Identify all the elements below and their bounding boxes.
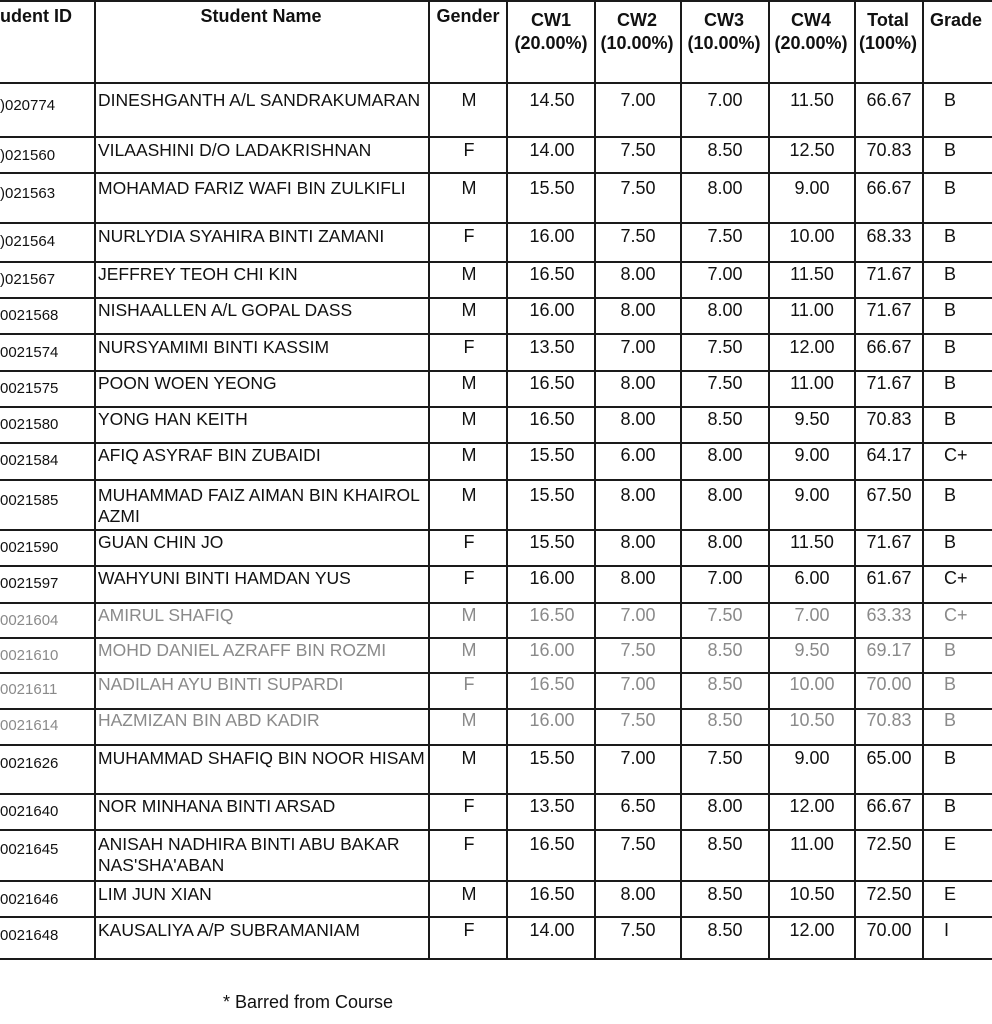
cell-grade: B xyxy=(944,796,957,816)
cell-total: 71.67 xyxy=(866,264,912,284)
cell-cw2: 6.00 xyxy=(620,445,656,465)
cell-total: 70.00 xyxy=(866,920,912,940)
cell-id: 0021646 xyxy=(0,891,59,908)
row-divider xyxy=(0,880,992,882)
cell-grade: C+ xyxy=(944,605,968,625)
cell-cw2: 8.00 xyxy=(620,532,656,552)
cell-cw2: 7.00 xyxy=(620,605,656,625)
cell-gender: M xyxy=(461,445,477,465)
cell-cw2: 7.50 xyxy=(620,226,656,246)
cell-total: 72.50 xyxy=(866,884,912,904)
cell-cw2: 7.50 xyxy=(620,834,656,854)
header-student-name: Student Name xyxy=(200,6,322,26)
cell-cw1: 16.50 xyxy=(529,264,575,284)
cell-grade: B xyxy=(944,90,957,110)
cell-name: JEFFREY TEOH CHI KIN xyxy=(98,264,298,284)
row-divider xyxy=(0,370,992,372)
row-divider xyxy=(0,958,992,960)
cell-grade: B xyxy=(944,532,957,552)
cell-name: MUHAMMAD FAIZ AIMAN BIN KHAIROL AZMI xyxy=(98,485,420,526)
cell-grade: E xyxy=(944,884,957,904)
row-divider xyxy=(0,602,992,604)
cell-total: 72.50 xyxy=(866,834,912,854)
cell-cw1: 13.50 xyxy=(529,337,575,357)
cell-id: )021564 xyxy=(0,233,56,250)
cell-cw2: 7.50 xyxy=(620,710,656,730)
cell-cw3: 8.50 xyxy=(707,140,743,160)
cell-grade: B xyxy=(944,300,957,320)
cell-grade: I xyxy=(944,920,950,940)
cell-cw1: 16.00 xyxy=(529,710,575,730)
cell-cw3: 8.00 xyxy=(707,796,743,816)
cell-grade: E xyxy=(944,834,957,854)
cell-cw4: 11.00 xyxy=(790,300,834,320)
cell-cw2: 8.00 xyxy=(620,568,656,588)
cell-cw1: 16.50 xyxy=(529,373,575,393)
cell-name: WAHYUNI BINTI HAMDAN YUS xyxy=(98,568,351,588)
row-divider xyxy=(0,333,992,335)
cell-name: NURLYDIA SYAHIRA BINTI ZAMANI xyxy=(98,226,385,246)
cell-gender: M xyxy=(461,90,477,110)
cell-gender: F xyxy=(463,834,475,854)
cell-cw1: 14.00 xyxy=(529,920,575,940)
row-divider xyxy=(0,529,992,531)
cell-total: 63.33 xyxy=(866,605,912,625)
cell-id: 0021626 xyxy=(0,755,59,772)
cell-cw1: 15.50 xyxy=(529,485,575,505)
cell-cw4: 10.50 xyxy=(789,710,835,730)
cell-cw3: 7.50 xyxy=(707,605,743,625)
cell-cw1: 16.50 xyxy=(529,605,575,625)
header-student-id: udent ID xyxy=(0,6,72,26)
column-divider xyxy=(428,0,430,958)
cell-id: 0021590 xyxy=(0,539,59,556)
cell-gender: M xyxy=(461,409,477,429)
cell-cw2: 8.00 xyxy=(620,409,656,429)
cell-gender: F xyxy=(463,796,475,816)
cell-cw3: 7.00 xyxy=(707,90,743,110)
cell-cw2: 8.00 xyxy=(620,373,656,393)
cell-cw4: 10.00 xyxy=(789,674,835,694)
cell-cw4: 9.50 xyxy=(794,409,830,429)
cell-total: 71.67 xyxy=(866,532,912,552)
cell-total: 70.83 xyxy=(866,710,912,730)
cell-cw2: 8.00 xyxy=(620,300,656,320)
cell-id: 0021575 xyxy=(0,380,59,397)
header-cw2-label: CW2 xyxy=(617,10,657,30)
cell-cw3: 8.00 xyxy=(707,300,743,320)
cell-cw1: 16.00 xyxy=(529,226,575,246)
cell-cw4: 11.50 xyxy=(790,264,834,284)
column-divider xyxy=(922,0,924,958)
cell-cw1: 16.50 xyxy=(529,884,575,904)
row-divider xyxy=(0,442,992,444)
row-divider xyxy=(0,261,992,263)
cell-gender: M xyxy=(461,373,477,393)
cell-cw3: 7.50 xyxy=(707,748,743,768)
cell-grade: B xyxy=(944,710,957,730)
cell-cw3: 7.00 xyxy=(707,264,743,284)
cell-grade: B xyxy=(944,640,957,660)
cell-cw4: 12.00 xyxy=(789,337,835,357)
cell-gender: M xyxy=(461,178,477,198)
cell-cw4: 7.00 xyxy=(794,605,830,625)
cell-cw1: 16.00 xyxy=(529,568,575,588)
cell-total: 70.00 xyxy=(866,674,912,694)
cell-id: 0021648 xyxy=(0,927,59,944)
header-cw4-label: CW4 xyxy=(791,10,831,30)
cell-id: 0021611 xyxy=(0,681,58,698)
table-top-border xyxy=(0,0,992,2)
cell-total: 65.00 xyxy=(866,748,912,768)
cell-cw4: 11.50 xyxy=(790,90,834,110)
cell-cw3: 8.50 xyxy=(707,920,743,940)
cell-gender: F xyxy=(463,140,475,160)
cell-cw3: 8.00 xyxy=(707,485,743,505)
cell-total: 71.67 xyxy=(866,373,912,393)
cell-total: 66.67 xyxy=(866,796,912,816)
cell-gender: M xyxy=(461,605,477,625)
cell-total: 68.33 xyxy=(866,226,912,246)
cell-id: 0021584 xyxy=(0,452,59,469)
cell-total: 70.83 xyxy=(866,409,912,429)
cell-grade: B xyxy=(944,178,957,198)
row-divider xyxy=(0,744,992,746)
cell-cw3: 8.00 xyxy=(707,445,743,465)
cell-cw4: 12.50 xyxy=(789,140,835,160)
row-divider xyxy=(0,222,992,224)
cell-cw3: 7.00 xyxy=(707,568,743,588)
cell-cw2: 6.50 xyxy=(620,796,656,816)
cell-gender: F xyxy=(463,920,475,940)
footnote: * Barred from Course xyxy=(223,992,394,1012)
row-divider xyxy=(0,479,992,481)
row-divider xyxy=(0,136,992,138)
cell-cw3: 7.50 xyxy=(707,337,743,357)
cell-total: 66.67 xyxy=(866,90,912,110)
cell-cw2: 8.00 xyxy=(620,485,656,505)
cell-total: 66.67 xyxy=(866,337,912,357)
cell-cw4: 10.00 xyxy=(789,226,835,246)
cell-name: YONG HAN KEITH xyxy=(98,409,248,429)
cell-id: )021560 xyxy=(0,147,56,164)
header-gender: Gender xyxy=(436,6,500,26)
cell-cw1: 14.50 xyxy=(529,90,575,110)
cell-cw4: 9.00 xyxy=(794,178,830,198)
cell-gender: F xyxy=(463,226,475,246)
column-divider xyxy=(506,0,508,958)
cell-cw3: 8.50 xyxy=(707,640,743,660)
header-cw1-label: CW1 xyxy=(531,10,571,30)
cell-name: DINESHGANTH A/L SANDRAKUMARAN xyxy=(98,90,421,110)
cell-name: NOR MINHANA BINTI ARSAD xyxy=(98,796,336,816)
cell-cw1: 15.50 xyxy=(529,178,575,198)
header-cw4-weight: (20.00%) xyxy=(774,33,848,53)
cell-id: 0021580 xyxy=(0,416,59,433)
cell-cw2: 7.50 xyxy=(620,140,656,160)
cell-cw4: 9.50 xyxy=(794,640,830,660)
cell-total: 67.50 xyxy=(866,485,912,505)
cell-cw2: 8.00 xyxy=(620,884,656,904)
cell-cw4: 9.00 xyxy=(794,748,830,768)
cell-grade: C+ xyxy=(944,445,968,465)
cell-gender: F xyxy=(463,532,475,552)
cell-cw4: 9.00 xyxy=(794,485,830,505)
cell-cw1: 16.50 xyxy=(529,409,575,429)
cell-id: )020774 xyxy=(0,97,56,114)
row-divider xyxy=(0,172,992,174)
cell-name: ANISAH NADHIRA BINTI ABU BAKAR NAS'SHA'ABAN xyxy=(98,834,400,875)
cell-id: 0021574 xyxy=(0,344,59,361)
cell-gender: F xyxy=(463,674,475,694)
cell-grade: B xyxy=(944,674,957,694)
cell-grade: C+ xyxy=(944,568,968,588)
cell-cw3: 8.50 xyxy=(707,834,743,854)
cell-name: NURSYAMIMI BINTI KASSIM xyxy=(98,337,330,357)
cell-cw3: 8.50 xyxy=(707,710,743,730)
cell-name: LIM JUN XIAN xyxy=(98,884,212,904)
cell-cw3: 8.50 xyxy=(707,674,743,694)
cell-grade: B xyxy=(944,226,957,246)
cell-total: 66.67 xyxy=(866,178,912,198)
cell-grade: B xyxy=(944,337,957,357)
header-cw3-label: CW3 xyxy=(704,10,744,30)
cell-name: MUHAMMAD SHAFIQ BIN NOOR HISAM xyxy=(98,748,425,768)
header-cw3-weight: (10.00%) xyxy=(687,33,761,53)
row-divider xyxy=(0,916,992,918)
cell-total: 69.17 xyxy=(866,640,912,660)
row-divider xyxy=(0,297,992,299)
cell-total: 61.67 xyxy=(866,568,912,588)
cell-cw1: 14.00 xyxy=(529,140,575,160)
header-total-label: Total xyxy=(867,10,909,30)
cell-gender: M xyxy=(461,264,477,284)
cell-grade: B xyxy=(944,409,957,429)
cell-cw3: 8.00 xyxy=(707,532,743,552)
cell-cw3: 7.50 xyxy=(707,373,743,393)
cell-name: KAUSALIYA A/P SUBRAMANIAM xyxy=(98,920,360,940)
cell-cw1: 15.50 xyxy=(529,445,575,465)
cell-id: 0021610 xyxy=(0,647,59,664)
row-divider xyxy=(0,565,992,567)
cell-grade: B xyxy=(944,748,957,768)
cell-cw1: 15.50 xyxy=(529,748,575,768)
cell-name: HAZMIZAN BIN ABD KADIR xyxy=(98,710,320,730)
cell-gender: F xyxy=(463,337,475,357)
cell-total: 71.67 xyxy=(866,300,912,320)
cell-cw2: 7.50 xyxy=(620,178,656,198)
cell-grade: B xyxy=(944,264,957,284)
cell-id: 0021614 xyxy=(0,717,59,734)
cell-cw2: 7.00 xyxy=(620,90,656,110)
cell-cw3: 8.50 xyxy=(707,884,743,904)
cell-cw4: 9.00 xyxy=(794,445,830,465)
cell-id: 0021568 xyxy=(0,307,59,324)
cell-cw3: 8.00 xyxy=(707,178,743,198)
cell-id: 0021597 xyxy=(0,575,59,592)
cell-cw1: 16.00 xyxy=(529,640,575,660)
cell-cw3: 8.50 xyxy=(707,409,743,429)
cell-cw4: 12.00 xyxy=(789,920,835,940)
cell-cw4: 11.50 xyxy=(790,532,834,552)
cell-cw1: 15.50 xyxy=(529,532,575,552)
cell-name: POON WOEN YEONG xyxy=(98,373,277,393)
cell-cw4: 12.00 xyxy=(789,796,835,816)
cell-cw1: 16.50 xyxy=(529,834,575,854)
cell-cw4: 6.00 xyxy=(794,568,830,588)
cell-gender: F xyxy=(463,568,475,588)
cell-total: 64.17 xyxy=(866,445,912,465)
cell-gender: M xyxy=(461,640,477,660)
cell-cw2: 7.00 xyxy=(620,748,656,768)
header-total-weight: (100%) xyxy=(858,33,918,53)
row-divider xyxy=(0,793,992,795)
header-grade: Grade xyxy=(930,10,983,30)
cell-id: )021563 xyxy=(0,185,56,202)
cell-gender: M xyxy=(461,300,477,320)
cell-name: NISHAALLEN A/L GOPAL DASS xyxy=(98,300,353,320)
cell-name: VILAASHINI D/O LADAKRISHNAN xyxy=(98,140,372,160)
cell-gender: M xyxy=(461,748,477,768)
cell-cw2: 8.00 xyxy=(620,264,656,284)
cell-cw2: 7.00 xyxy=(620,674,656,694)
cell-cw2: 7.50 xyxy=(620,640,656,660)
cell-cw4: 11.00 xyxy=(790,373,834,393)
row-divider xyxy=(0,637,992,639)
cell-cw1: 16.00 xyxy=(529,300,575,320)
cell-name: GUAN CHIN JO xyxy=(98,532,224,552)
row-divider xyxy=(0,829,992,831)
cell-grade: B xyxy=(944,373,957,393)
cell-total: 70.83 xyxy=(866,140,912,160)
column-divider xyxy=(94,0,96,958)
cell-cw1: 13.50 xyxy=(529,796,575,816)
cell-cw4: 11.00 xyxy=(790,834,834,854)
cell-name: NADILAH AYU BINTI SUPARDI xyxy=(98,674,344,694)
cell-name: MOHD DANIEL AZRAFF BIN ROZMI xyxy=(98,640,387,660)
cell-gender: M xyxy=(461,485,477,505)
cell-cw3: 7.50 xyxy=(707,226,743,246)
header-cw2-weight: (10.00%) xyxy=(600,33,674,53)
cell-grade: B xyxy=(944,140,957,160)
header-cw1-weight: (20.00%) xyxy=(514,33,588,53)
cell-id: 0021640 xyxy=(0,803,59,820)
cell-name: MOHAMAD FARIZ WAFI BIN ZULKIFLI xyxy=(98,178,406,198)
cell-cw2: 7.50 xyxy=(620,920,656,940)
cell-id: 0021645 xyxy=(0,841,59,858)
row-divider xyxy=(0,406,992,408)
row-divider xyxy=(0,82,992,84)
cell-cw2: 7.00 xyxy=(620,337,656,357)
cell-gender: M xyxy=(461,884,477,904)
cell-id: 0021585 xyxy=(0,492,59,509)
cell-name: AMIRUL SHAFIQ xyxy=(98,605,234,625)
cell-grade: B xyxy=(944,485,957,505)
cell-cw1: 16.50 xyxy=(529,674,575,694)
cell-id: 0021604 xyxy=(0,612,59,629)
cell-cw4: 10.50 xyxy=(789,884,835,904)
cell-id: )021567 xyxy=(0,271,56,288)
cell-gender: M xyxy=(461,710,477,730)
cell-name: AFIQ ASYRAF BIN ZUBAIDI xyxy=(98,445,321,465)
